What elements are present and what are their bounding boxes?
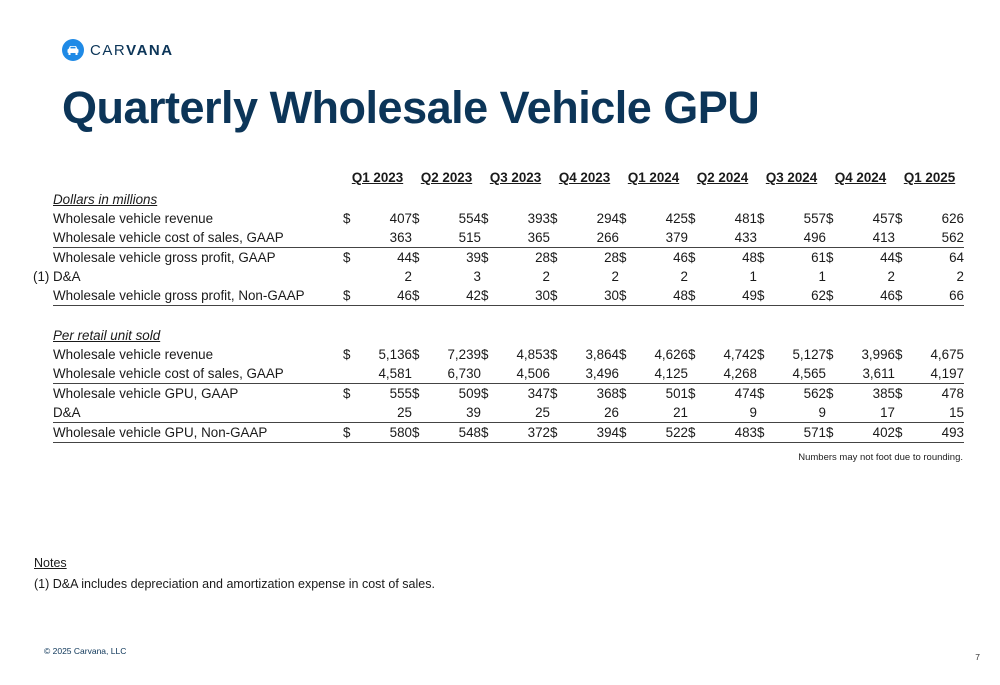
value-cell: 580 bbox=[357, 423, 412, 443]
logo-wordmark-bold: VANA bbox=[126, 41, 174, 59]
value-cell: 25 bbox=[535, 405, 550, 420]
value-cell: 554 bbox=[458, 211, 481, 226]
currency-symbol bbox=[757, 228, 771, 248]
value-cell: 1 bbox=[749, 269, 757, 284]
currency-symbol: $ bbox=[412, 423, 426, 443]
value-cell: 25 bbox=[397, 405, 412, 420]
currency-symbol bbox=[826, 267, 840, 286]
currency-symbol: $ bbox=[481, 286, 495, 306]
value-cell: 44 bbox=[357, 248, 412, 268]
currency-symbol: $ bbox=[550, 384, 564, 404]
value-cell: 61 bbox=[771, 248, 826, 268]
currency-symbol: $ bbox=[412, 286, 426, 306]
currency-symbol: $ bbox=[757, 286, 771, 306]
value-cell: 5,136 bbox=[378, 347, 412, 362]
row-label: Wholesale vehicle revenue bbox=[53, 347, 214, 362]
currency-symbol: $ bbox=[481, 423, 495, 443]
currency-symbol: $ bbox=[481, 211, 489, 226]
currency-symbol bbox=[481, 403, 495, 423]
currency-symbol: $ bbox=[343, 423, 357, 443]
value-cell: 28 bbox=[564, 248, 619, 268]
value-cell: 493 bbox=[909, 423, 964, 443]
row-label-cell bbox=[53, 228, 343, 248]
currency-symbol: $ bbox=[688, 347, 696, 362]
value-cell: 4,742 bbox=[723, 347, 757, 362]
quarter-header: Q2 2024 bbox=[696, 170, 749, 185]
logo-wordmark-light: CAR bbox=[90, 41, 127, 59]
value-cell: 407 bbox=[389, 211, 412, 226]
currency-symbol bbox=[826, 403, 840, 423]
currency-symbol: $ bbox=[481, 248, 495, 268]
currency-symbol: $ bbox=[826, 423, 840, 443]
currency-symbol bbox=[481, 364, 495, 384]
value-cell: 39 bbox=[466, 405, 481, 420]
row-label-cell bbox=[53, 286, 343, 306]
value-cell: 509 bbox=[426, 384, 481, 404]
value-cell: 557 bbox=[803, 211, 826, 226]
row-label-cell bbox=[53, 403, 343, 423]
row-label: Wholesale vehicle cost of sales, GAAP bbox=[53, 230, 284, 245]
table-row bbox=[53, 267, 964, 286]
row-label-cell bbox=[53, 423, 343, 443]
currency-symbol bbox=[895, 364, 909, 384]
row-label: D&A bbox=[53, 405, 81, 420]
value-cell: 413 bbox=[872, 230, 895, 245]
value-cell: 4,197 bbox=[930, 366, 964, 381]
row-label: Wholesale vehicle gross profit, Non-GAAP bbox=[53, 288, 305, 303]
currency-symbol: $ bbox=[826, 211, 834, 226]
currency-symbol bbox=[343, 403, 357, 423]
page-title: Quarterly Wholesale Vehicle GPU bbox=[62, 82, 760, 133]
value-cell: 372 bbox=[495, 423, 550, 443]
currency-symbol: $ bbox=[619, 384, 633, 404]
quarter-header: Q3 2023 bbox=[489, 170, 542, 185]
currency-symbol: $ bbox=[343, 286, 357, 306]
currency-symbol: $ bbox=[550, 423, 564, 443]
table-row bbox=[53, 384, 964, 404]
rounding-note: Numbers may not foot due to rounding. bbox=[798, 452, 963, 463]
table-row bbox=[53, 209, 964, 228]
value-cell: 555 bbox=[357, 384, 412, 404]
value-cell: 393 bbox=[527, 211, 550, 226]
page-number: 7 bbox=[975, 652, 980, 662]
value-cell: 4,853 bbox=[516, 347, 550, 362]
currency-symbol: $ bbox=[826, 347, 834, 362]
currency-symbol: $ bbox=[412, 384, 426, 404]
currency-symbol: $ bbox=[895, 211, 903, 226]
currency-symbol: $ bbox=[688, 423, 702, 443]
value-cell: 483 bbox=[702, 423, 757, 443]
row-label-cell bbox=[53, 345, 343, 364]
currency-symbol: $ bbox=[619, 347, 627, 362]
currency-symbol bbox=[688, 267, 702, 286]
value-cell: 42 bbox=[426, 286, 481, 306]
table-row bbox=[53, 228, 964, 248]
currency-symbol bbox=[343, 267, 357, 286]
value-cell: 3,496 bbox=[585, 366, 619, 381]
currency-symbol bbox=[412, 364, 426, 384]
currency-symbol bbox=[757, 403, 771, 423]
quarter-header: Q2 2023 bbox=[420, 170, 473, 185]
value-cell: 402 bbox=[840, 423, 895, 443]
currency-symbol: $ bbox=[757, 248, 771, 268]
value-cell: 48 bbox=[633, 286, 688, 306]
currency-symbol: $ bbox=[619, 286, 633, 306]
value-cell: 49 bbox=[702, 286, 757, 306]
table-row bbox=[53, 403, 964, 423]
value-cell: 347 bbox=[495, 384, 550, 404]
currency-symbol: $ bbox=[412, 347, 420, 362]
value-cell: 2 bbox=[887, 269, 895, 284]
currency-symbol: $ bbox=[688, 286, 702, 306]
currency-symbol: $ bbox=[550, 211, 558, 226]
value-cell: 474 bbox=[702, 384, 757, 404]
currency-symbol bbox=[826, 364, 840, 384]
section-label-row bbox=[53, 190, 964, 209]
currency-symbol: $ bbox=[619, 423, 633, 443]
value-cell: 46 bbox=[840, 286, 895, 306]
currency-symbol: $ bbox=[343, 384, 357, 404]
currency-symbol: $ bbox=[550, 286, 564, 306]
value-cell: 4,268 bbox=[723, 366, 757, 381]
value-cell: 425 bbox=[665, 211, 688, 226]
value-cell: 5,127 bbox=[792, 347, 826, 362]
currency-symbol: $ bbox=[895, 347, 903, 362]
value-cell: 478 bbox=[909, 384, 964, 404]
currency-symbol: $ bbox=[688, 211, 696, 226]
value-cell: 9 bbox=[749, 405, 757, 420]
value-cell: 501 bbox=[633, 384, 688, 404]
currency-symbol: $ bbox=[550, 347, 558, 362]
section-label: Per retail unit sold bbox=[53, 328, 161, 343]
logo-wordmark bbox=[90, 42, 174, 59]
value-cell: 4,626 bbox=[654, 347, 688, 362]
currency-symbol: $ bbox=[895, 384, 909, 404]
table-row bbox=[53, 286, 964, 306]
value-cell: 1 bbox=[818, 269, 826, 284]
table-row bbox=[53, 248, 964, 268]
value-cell: 64 bbox=[909, 248, 964, 268]
value-cell: 522 bbox=[633, 423, 688, 443]
value-cell: 294 bbox=[596, 211, 619, 226]
currency-symbol bbox=[550, 364, 564, 384]
value-cell: 2 bbox=[956, 269, 964, 284]
currency-symbol: $ bbox=[619, 248, 633, 268]
value-cell: 365 bbox=[527, 230, 550, 245]
spacer-row bbox=[53, 306, 964, 327]
section-label: Dollars in millions bbox=[53, 192, 158, 207]
value-cell: 26 bbox=[604, 405, 619, 420]
currency-symbol bbox=[757, 364, 771, 384]
value-cell: 571 bbox=[771, 423, 826, 443]
value-cell: 4,506 bbox=[516, 366, 550, 381]
currency-symbol bbox=[688, 364, 702, 384]
currency-symbol: $ bbox=[826, 286, 840, 306]
value-cell: 515 bbox=[458, 230, 481, 245]
currency-symbol bbox=[343, 228, 357, 248]
currency-symbol: $ bbox=[757, 384, 771, 404]
currency-symbol bbox=[619, 228, 633, 248]
currency-symbol bbox=[550, 267, 564, 286]
table-row bbox=[53, 364, 964, 384]
currency-symbol bbox=[550, 403, 564, 423]
section-label-row bbox=[53, 326, 964, 345]
row-label: Wholesale vehicle GPU, GAAP bbox=[53, 386, 239, 401]
copyright: © 2025 Carvana, LLC bbox=[44, 646, 127, 656]
row-label: Wholesale vehicle GPU, Non-GAAP bbox=[53, 425, 268, 440]
value-cell: 4,581 bbox=[378, 366, 412, 381]
carvana-logo bbox=[62, 38, 174, 62]
value-cell: 4,565 bbox=[792, 366, 826, 381]
value-cell: 4,125 bbox=[654, 366, 688, 381]
value-cell: 562 bbox=[771, 384, 826, 404]
currency-symbol: $ bbox=[895, 423, 909, 443]
value-cell: 385 bbox=[840, 384, 895, 404]
currency-symbol bbox=[619, 364, 633, 384]
value-cell: 3,611 bbox=[862, 366, 895, 381]
value-cell: 21 bbox=[673, 405, 688, 420]
spacer-cell bbox=[53, 306, 964, 327]
quarter-header: Q3 2024 bbox=[765, 170, 818, 185]
value-cell: 17 bbox=[880, 405, 895, 420]
currency-symbol: $ bbox=[481, 384, 495, 404]
header-row bbox=[53, 167, 964, 190]
currency-symbol: $ bbox=[481, 347, 489, 362]
table-row bbox=[53, 345, 964, 364]
value-cell: 2 bbox=[542, 269, 550, 284]
value-cell: 62 bbox=[771, 286, 826, 306]
value-cell: 562 bbox=[941, 230, 964, 245]
value-cell: 7,239 bbox=[447, 347, 481, 362]
currency-symbol bbox=[757, 267, 771, 286]
value-cell: 3,864 bbox=[585, 347, 619, 362]
value-cell: 266 bbox=[596, 230, 619, 245]
quarter-header: Q1 2025 bbox=[903, 170, 956, 185]
currency-symbol: $ bbox=[550, 248, 564, 268]
currency-symbol bbox=[688, 403, 702, 423]
value-cell: 3,996 bbox=[861, 347, 895, 362]
currency-symbol bbox=[412, 228, 426, 248]
currency-symbol: $ bbox=[688, 384, 702, 404]
value-cell: 6,730 bbox=[447, 366, 481, 381]
currency-symbol bbox=[895, 403, 909, 423]
value-cell: 368 bbox=[564, 384, 619, 404]
value-cell: 4,675 bbox=[930, 347, 964, 362]
notes-heading: Notes bbox=[34, 556, 67, 570]
currency-symbol bbox=[550, 228, 564, 248]
value-cell: 46 bbox=[357, 286, 412, 306]
currency-symbol bbox=[412, 267, 426, 286]
row-label-cell bbox=[53, 248, 343, 268]
currency-symbol: $ bbox=[895, 248, 909, 268]
currency-symbol bbox=[481, 267, 495, 286]
footnote-marker: (1) bbox=[33, 269, 50, 284]
currency-symbol bbox=[826, 228, 840, 248]
value-cell: 394 bbox=[564, 423, 619, 443]
quarter-header: Q4 2024 bbox=[834, 170, 887, 185]
table-row bbox=[53, 423, 964, 443]
value-cell: 481 bbox=[734, 211, 757, 226]
currency-symbol bbox=[895, 228, 909, 248]
currency-symbol: $ bbox=[343, 248, 357, 268]
value-cell: 30 bbox=[564, 286, 619, 306]
value-cell: 433 bbox=[734, 230, 757, 245]
notes-text: (1) D&A includes depreciation and amortization expense in cost of sales. bbox=[34, 577, 435, 591]
value-cell: 15 bbox=[949, 405, 964, 420]
value-cell: 30 bbox=[495, 286, 550, 306]
row-label-cell bbox=[33, 267, 343, 286]
currency-symbol: $ bbox=[757, 347, 765, 362]
car-icon bbox=[62, 39, 84, 61]
currency-symbol: $ bbox=[895, 286, 909, 306]
value-cell: 48 bbox=[702, 248, 757, 268]
value-cell: 46 bbox=[633, 248, 688, 268]
value-cell: 548 bbox=[426, 423, 481, 443]
quarter-header: Q1 2024 bbox=[627, 170, 680, 185]
value-cell: 626 bbox=[941, 211, 964, 226]
row-label-cell bbox=[53, 209, 343, 228]
currency-symbol bbox=[481, 228, 495, 248]
value-cell: 2 bbox=[404, 269, 412, 284]
value-cell: 66 bbox=[909, 286, 964, 306]
currency-symbol bbox=[688, 228, 702, 248]
value-cell: 3 bbox=[473, 269, 481, 284]
row-label-cell bbox=[53, 364, 343, 384]
currency-symbol bbox=[895, 267, 909, 286]
header-spacer bbox=[53, 167, 343, 190]
value-cell: 457 bbox=[872, 211, 895, 226]
value-cell: 496 bbox=[803, 230, 826, 245]
quarter-header: Q4 2023 bbox=[558, 170, 611, 185]
value-cell: 28 bbox=[495, 248, 550, 268]
currency-symbol: $ bbox=[619, 211, 627, 226]
currency-symbol: $ bbox=[343, 347, 351, 362]
value-cell: 2 bbox=[680, 269, 688, 284]
currency-symbol bbox=[619, 403, 633, 423]
value-cell: 44 bbox=[840, 248, 895, 268]
currency-symbol bbox=[412, 403, 426, 423]
value-cell: 363 bbox=[389, 230, 412, 245]
value-cell: 2 bbox=[611, 269, 619, 284]
currency-symbol: $ bbox=[757, 423, 771, 443]
row-label: Wholesale vehicle gross profit, GAAP bbox=[53, 250, 276, 265]
currency-symbol: $ bbox=[826, 248, 840, 268]
currency-symbol: $ bbox=[343, 211, 351, 226]
currency-symbol: $ bbox=[757, 211, 765, 226]
row-label: Wholesale vehicle cost of sales, GAAP bbox=[53, 366, 284, 381]
row-label: Wholesale vehicle revenue bbox=[53, 211, 214, 226]
currency-symbol bbox=[343, 364, 357, 384]
value-cell: 39 bbox=[426, 248, 481, 268]
currency-symbol bbox=[619, 267, 633, 286]
row-label: D&A bbox=[53, 269, 81, 284]
row-label-cell bbox=[53, 384, 343, 404]
value-cell: 379 bbox=[665, 230, 688, 245]
currency-symbol: $ bbox=[412, 211, 420, 226]
wholesale-gpu-table bbox=[33, 167, 964, 443]
currency-symbol: $ bbox=[412, 248, 426, 268]
quarter-header: Q1 2023 bbox=[351, 170, 404, 185]
currency-symbol: $ bbox=[826, 384, 840, 404]
value-cell: 9 bbox=[818, 405, 826, 420]
currency-symbol: $ bbox=[688, 248, 702, 268]
